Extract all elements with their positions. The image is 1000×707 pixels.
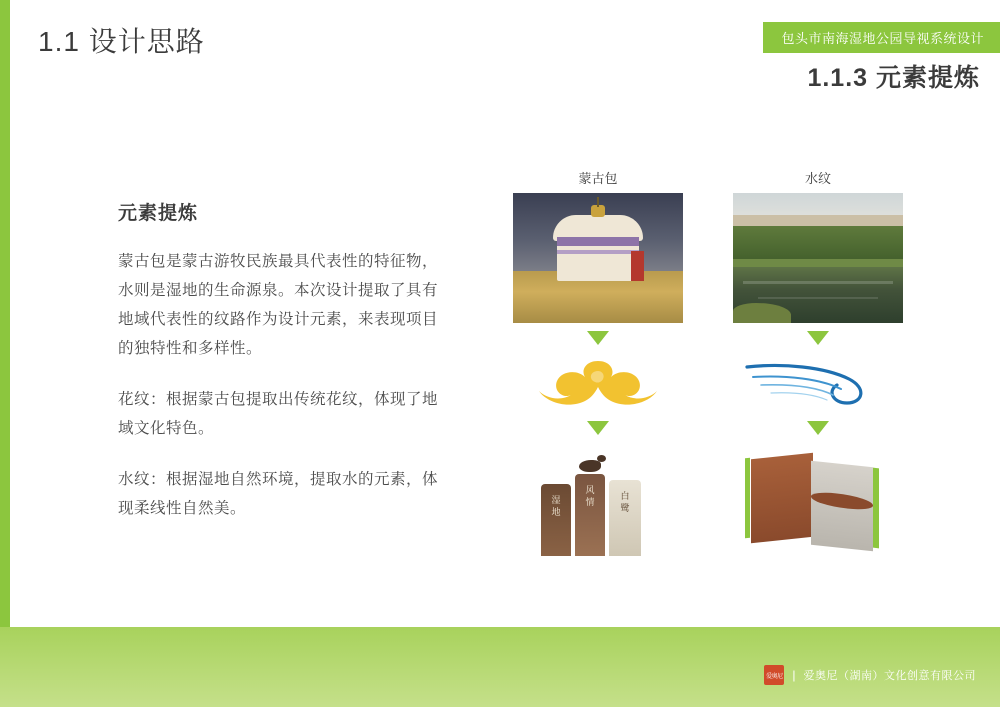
section-title: 1.1.3 元素提炼 (807, 64, 980, 92)
header-project-tag: 包头市南海湿地公园导视系统设计 (763, 22, 1000, 53)
mongolian-pattern-svg (513, 353, 683, 413)
wall-panel-green-edge-left (745, 458, 750, 539)
footer-band (0, 627, 1000, 707)
yurt-pole (597, 197, 599, 207)
water-treeline (733, 226, 903, 261)
wall-panel-wood (751, 453, 813, 544)
wall-panel-product (733, 446, 903, 556)
sign-post-right (609, 480, 641, 556)
bird-icon (579, 460, 601, 472)
element-extraction-diagram (500, 168, 970, 588)
sign-post-left-text: 湿 地 (551, 495, 561, 517)
page-title: 1.1 设计思路 (38, 26, 205, 57)
water-reflection (743, 281, 893, 284)
mongolian-pattern-shape (539, 361, 657, 405)
arrow-down-icon (587, 421, 609, 435)
yurt-decor-band-2 (557, 250, 639, 254)
column-label-yurt: 蒙古包 (578, 171, 618, 186)
yurt-photo (513, 193, 683, 323)
footer-content (764, 665, 976, 685)
wall-panel-green-edge-right (873, 468, 879, 549)
left-green-rail (0, 0, 10, 707)
footer-separator: | (792, 668, 796, 682)
sign-post-middle (575, 474, 605, 556)
content-paragraph-3: 水纹：根据湿地自然环境，提取水的元素，体现柔线性自然美。 (118, 471, 439, 517)
wave-line-2 (753, 377, 841, 390)
wave-line-4 (771, 393, 827, 400)
wetland-water-photo (733, 193, 903, 323)
sign-post-right-text: 白 鹭 (620, 491, 630, 513)
water-reflection-2 (758, 297, 878, 299)
footer-company-name: 爱奥尼（湖南）文化创意有限公司 (803, 670, 976, 682)
water-wave-pattern (733, 353, 903, 413)
text-column (118, 198, 438, 545)
sign-post-left (541, 484, 571, 556)
arrow-down-icon (807, 421, 829, 435)
mongolian-pattern (513, 353, 683, 413)
content-paragraph-1: 蒙古包是蒙古游牧民族最具代表性的特征物，水则是湿地的生命源泉。本次设计提取了具有地域代表性的纹路作为设计元素，来表现项目的独特性和多样性。 (118, 253, 439, 357)
water-wave-pattern-svg (733, 353, 903, 413)
arrow-down-icon (587, 331, 609, 345)
content-heading: 元素提炼 (118, 203, 199, 224)
column-label-water: 水纹 (804, 171, 831, 186)
yurt-decor-band (557, 237, 639, 246)
company-logo-icon: 爱奥尼 (764, 665, 784, 685)
content-paragraph-2: 花纹：根据蒙古包提取出传统花纹，体现了地域文化特色。 (118, 391, 439, 437)
sign-post-middle-text: 风 情 (585, 485, 595, 507)
arrow-down-icon (807, 331, 829, 345)
sign-post-product (513, 446, 683, 556)
yurt-door (631, 251, 644, 281)
